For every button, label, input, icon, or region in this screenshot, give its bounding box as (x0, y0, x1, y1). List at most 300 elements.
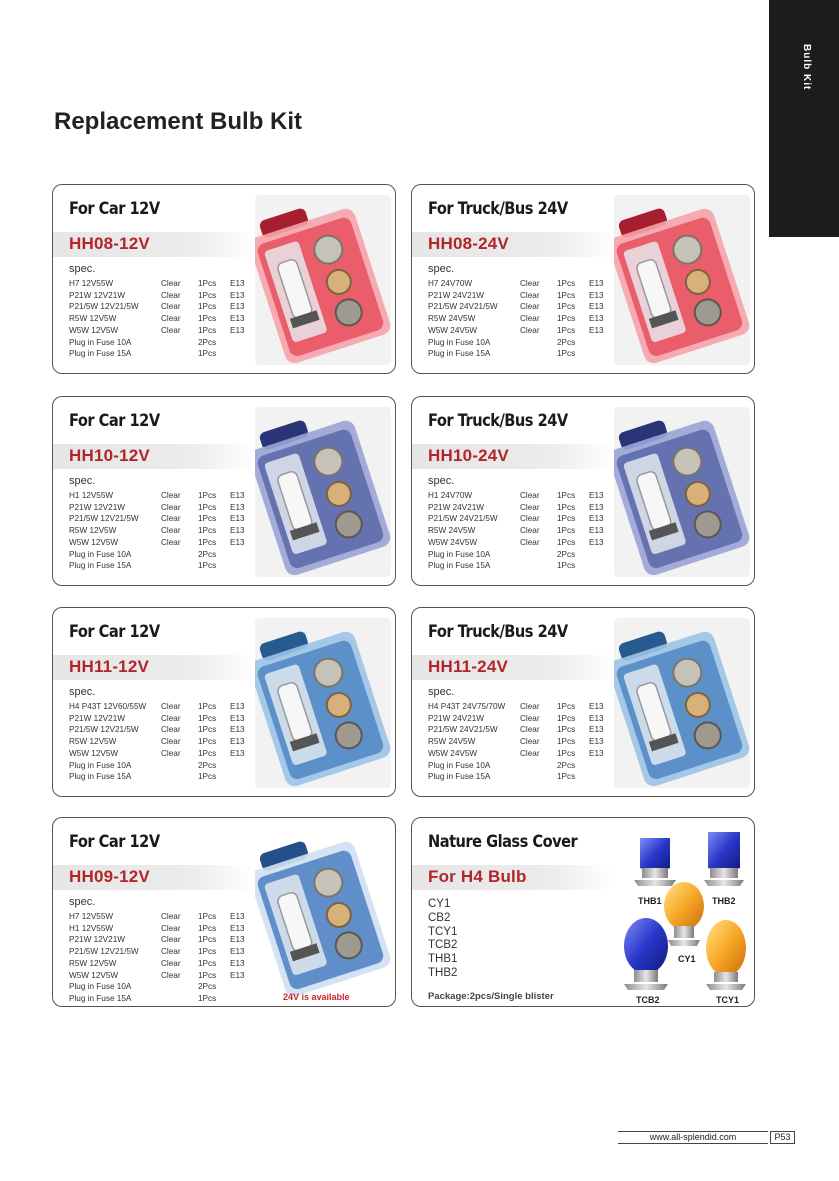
spec-qty: 1Pcs (557, 537, 576, 547)
spec-bulb: P21W 24V21W (428, 713, 484, 723)
spec-finish (520, 760, 557, 772)
spec-bulb: H1 12V55W (69, 923, 114, 933)
spec-approval: E13 (230, 537, 245, 547)
spec-finish (520, 337, 557, 349)
spec-finish: Clear (520, 502, 540, 512)
spec-qty: 2Pcs (198, 549, 217, 559)
spec-approval: E13 (230, 702, 245, 711)
spec-qty: 1Pcs (557, 349, 576, 359)
navy-bulb-kit-box-image (614, 407, 750, 577)
spec-approval: E13 (230, 912, 245, 921)
page-title: Replacement Bulb Kit (54, 108, 303, 135)
spec-label: spec. (69, 686, 96, 698)
spec-finish: Clear (520, 314, 540, 324)
spec-approval (230, 549, 250, 561)
spec-approval: E13 (589, 314, 604, 324)
spec-bulb: W5W 24V5W (428, 748, 478, 758)
spec-row (69, 724, 250, 736)
spec-bulb: P21W 12V21W (69, 935, 125, 945)
spec-approval: E13 (589, 702, 604, 711)
card-model: HH11-24V (428, 657, 509, 676)
spec-row (69, 923, 250, 935)
spec-approval: E13 (230, 923, 245, 933)
spec-qty: 1Pcs (557, 290, 576, 300)
label-tcb2: TCB2 (636, 995, 660, 1005)
spec-qty: 1Pcs (198, 958, 217, 968)
glass-covers-illustration (608, 822, 754, 1006)
spec-qty: 1Pcs (557, 502, 576, 512)
spec-approval: E13 (230, 725, 245, 735)
spec-qty: 2Pcs (557, 549, 576, 559)
cover-type-item: TCB2 (428, 939, 458, 952)
spec-finish: Clear (520, 737, 540, 747)
blue-bulb-kit-box-image (614, 618, 750, 788)
spec-bulb: W5W 12V5W (69, 537, 119, 547)
spec-bulb: Plug in Fuse 10A (69, 549, 132, 559)
spec-qty: 1Pcs (198, 923, 217, 933)
spec-finish: Clear (161, 526, 181, 536)
spec-row (428, 760, 609, 772)
label-cy1: CY1 (678, 954, 696, 964)
spec-row (428, 748, 609, 760)
spec-label: spec. (428, 475, 455, 487)
spec-qty: 1Pcs (557, 491, 576, 500)
spec-label: spec. (69, 475, 96, 487)
spec-table (428, 701, 609, 783)
spec-row (428, 313, 609, 325)
spec-qty: 1Pcs (557, 314, 576, 324)
spec-row (69, 301, 250, 313)
blue-bulb-kit-box-image (255, 618, 391, 788)
spec-approval: E13 (230, 737, 245, 747)
spec-approval (230, 560, 250, 572)
spec-approval: E13 (230, 748, 245, 758)
spec-approval: E13 (589, 514, 604, 524)
spec-row (69, 946, 250, 958)
spec-bulb: W5W 12V5W (69, 748, 119, 758)
spec-approval (589, 348, 609, 360)
spec-finish: Clear (161, 491, 181, 500)
product-card (52, 184, 396, 374)
spec-approval: E13 (589, 502, 604, 512)
card-model: HH08-12V (69, 234, 150, 253)
product-card (52, 817, 396, 1007)
spec-approval (230, 348, 250, 360)
spec-qty: 1Pcs (198, 325, 217, 335)
spec-row (69, 748, 250, 760)
spec-qty: 1Pcs (557, 725, 576, 735)
card-model: HH10-12V (69, 446, 150, 465)
spec-approval (589, 337, 609, 349)
product-card (52, 396, 396, 586)
spec-row (428, 513, 609, 525)
spec-row (69, 537, 250, 549)
spec-bulb: Plug in Fuse 10A (428, 549, 491, 559)
spec-finish: Clear (520, 725, 540, 735)
spec-approval: E13 (589, 737, 604, 747)
spec-finish: Clear (161, 970, 181, 980)
spec-bulb: W5W 24V5W (428, 325, 478, 335)
spec-bulb: W5W 24V5W (428, 537, 478, 547)
tcb2-bulb-icon (624, 918, 668, 990)
card-heading: For Truck/Bus 24V (428, 622, 568, 642)
spec-approval: E13 (230, 526, 245, 536)
spec-approval: E13 (230, 325, 245, 335)
spec-row (69, 911, 250, 923)
spec-finish: Clear (520, 713, 540, 723)
thb2-bulb-icon (704, 832, 744, 886)
spec-bulb: P21W 12V21W (69, 713, 125, 723)
spec-finish: Clear (161, 537, 181, 547)
spec-approval: E13 (589, 537, 604, 547)
spec-approval (589, 771, 609, 783)
spec-approval: E13 (589, 290, 604, 300)
spec-row (69, 502, 250, 514)
spec-finish: Clear (161, 935, 181, 945)
spec-row (69, 513, 250, 525)
spec-label: spec. (69, 263, 96, 275)
spec-finish (161, 760, 198, 772)
spec-bulb: H4 P43T 24V75/70W (428, 702, 506, 711)
spec-finish: Clear (161, 325, 181, 335)
spec-row (69, 525, 250, 537)
spec-approval (230, 981, 250, 993)
card-heading: For Car 12V (69, 411, 160, 431)
spec-approval: E13 (230, 302, 245, 312)
card-heading: Nature Glass Cover (428, 832, 578, 852)
cover-type-item: THB1 (428, 953, 458, 966)
page-number: P53 (770, 1131, 795, 1144)
spec-table (69, 701, 250, 783)
spec-bulb: H1 24V70W (428, 491, 473, 500)
spec-finish: Clear (161, 737, 181, 747)
card-model: HH09-12V (69, 867, 150, 886)
spec-finish: Clear (520, 702, 540, 711)
spec-approval (589, 760, 609, 772)
spec-row (428, 525, 609, 537)
red-bulb-kit-box-image (614, 195, 750, 365)
spec-row (428, 348, 609, 360)
red-bulb-kit-box-image (255, 195, 391, 365)
spec-approval: E13 (230, 713, 245, 723)
spec-row (428, 337, 609, 349)
spec-row (69, 760, 250, 772)
spec-qty: 1Pcs (198, 314, 217, 324)
spec-finish (161, 981, 198, 993)
spec-bulb: W5W 12V5W (69, 325, 119, 335)
spec-row (69, 490, 250, 502)
spec-bulb: H7 12V55W (69, 912, 114, 921)
spec-finish: Clear (520, 748, 540, 758)
spec-row (428, 325, 609, 337)
spec-finish: Clear (161, 279, 181, 288)
spec-approval: E13 (589, 526, 604, 536)
spec-bulb: R5W 24V5W (428, 314, 476, 324)
spec-approval: E13 (230, 502, 245, 512)
spec-bulb: P21/5W 12V21/5W (69, 514, 139, 524)
spec-bulb: R5W 12V5W (69, 526, 117, 536)
spec-approval: E13 (589, 302, 604, 312)
spec-table (69, 911, 250, 1005)
spec-row (428, 301, 609, 313)
spec-qty: 1Pcs (557, 772, 576, 782)
spec-approval: E13 (589, 725, 604, 735)
spec-finish (161, 348, 198, 360)
spec-qty: 2Pcs (198, 760, 217, 770)
spec-row (69, 313, 250, 325)
spec-bulb: Plug in Fuse 15A (428, 561, 491, 571)
spec-approval (230, 760, 250, 772)
spec-approval: E13 (230, 314, 245, 324)
spec-finish: Clear (161, 302, 181, 312)
card-heading: For Truck/Bus 24V (428, 199, 568, 219)
spec-approval (230, 337, 250, 349)
spec-row (69, 337, 250, 349)
spec-row (69, 993, 250, 1005)
footer-url: www.all-splendid.com (618, 1131, 768, 1144)
thb1-bulb-icon (634, 838, 676, 886)
spec-qty: 1Pcs (557, 737, 576, 747)
spec-bulb: Plug in Fuse 15A (69, 561, 132, 571)
spec-qty: 1Pcs (198, 993, 217, 1003)
spec-qty: 1Pcs (198, 725, 217, 735)
spec-row (69, 736, 250, 748)
spec-bulb: P21W 12V21W (69, 290, 125, 300)
spec-row (69, 549, 250, 561)
spec-row (428, 713, 609, 725)
package-note: Package:2pcs/Single blister (428, 991, 554, 1002)
card-model: HH10-24V (428, 446, 509, 465)
spec-bulb: H7 24V70W (428, 279, 473, 288)
spec-qty: 1Pcs (198, 561, 217, 571)
spec-qty: 1Pcs (198, 912, 217, 921)
spec-row (69, 771, 250, 783)
spec-qty: 2Pcs (557, 337, 576, 347)
spec-qty: 1Pcs (198, 947, 217, 957)
spec-qty: 1Pcs (557, 325, 576, 335)
spec-finish: Clear (520, 537, 540, 547)
card-heading: For Car 12V (69, 622, 160, 642)
spec-approval: E13 (230, 947, 245, 957)
spec-qty: 1Pcs (198, 502, 217, 512)
spec-qty: 1Pcs (198, 772, 217, 782)
spec-finish (161, 993, 198, 1005)
card-model: For H4 Bulb (428, 867, 527, 886)
spec-approval: E13 (230, 279, 245, 288)
spec-row (69, 934, 250, 946)
label-tcy1: TCY1 (716, 995, 740, 1005)
spec-approval: E13 (589, 279, 604, 288)
tcy1-bulb-icon (706, 920, 746, 990)
spec-row (428, 537, 609, 549)
glass-cover-card (411, 817, 755, 1007)
spec-bulb: Plug in Fuse 15A (69, 772, 132, 782)
spec-finish: Clear (161, 514, 181, 524)
spec-approval (589, 560, 609, 572)
spec-qty: 1Pcs (557, 702, 576, 711)
spec-row (69, 970, 250, 982)
spec-finish: Clear (161, 912, 181, 921)
card-model: HH11-12V (69, 657, 150, 676)
spec-bulb: Plug in Fuse 10A (428, 337, 491, 347)
spec-finish: Clear (161, 702, 181, 711)
spec-finish: Clear (161, 502, 181, 512)
spec-row (69, 560, 250, 572)
spec-qty: 1Pcs (557, 514, 576, 524)
cover-type-item: THB2 (428, 966, 458, 979)
spec-finish: Clear (520, 302, 540, 312)
spec-approval: E13 (230, 290, 245, 300)
spec-finish: Clear (520, 279, 540, 288)
spec-table (69, 490, 250, 572)
cover-type-item: TCY1 (428, 925, 458, 938)
spec-row (69, 348, 250, 360)
spec-row (69, 981, 250, 993)
spec-approval: E13 (589, 491, 604, 500)
card-heading: For Car 12V (69, 199, 160, 219)
spec-finish (520, 549, 557, 561)
spec-qty: 2Pcs (198, 337, 217, 347)
spec-bulb: Plug in Fuse 10A (69, 760, 132, 770)
spec-qty: 1Pcs (557, 561, 576, 571)
spec-row (428, 701, 609, 713)
spec-bulb: Plug in Fuse 15A (69, 349, 132, 359)
card-heading: For Truck/Bus 24V (428, 411, 568, 431)
spec-row (69, 701, 250, 713)
spec-table (69, 278, 250, 360)
spec-row (428, 502, 609, 514)
spec-finish (520, 771, 557, 783)
spec-finish: Clear (161, 725, 181, 735)
spec-finish: Clear (520, 325, 540, 335)
spec-qty: 1Pcs (198, 702, 217, 711)
spec-row (69, 958, 250, 970)
spec-bulb: P21/5W 12V21/5W (69, 302, 139, 312)
spec-row (69, 278, 250, 290)
spec-bulb: W5W 12V5W (69, 970, 119, 980)
spec-qty: 1Pcs (198, 537, 217, 547)
spec-qty: 1Pcs (198, 737, 217, 747)
spec-bulb: P21/5W 24V21/5W (428, 514, 498, 524)
spec-qty: 1Pcs (198, 302, 217, 312)
spec-finish (161, 549, 198, 561)
spec-bulb: R5W 12V5W (69, 958, 117, 968)
spec-finish: Clear (520, 526, 540, 536)
spec-approval (230, 993, 250, 1005)
spec-approval: E13 (230, 935, 245, 945)
spec-row (69, 325, 250, 337)
spec-bulb: R5W 24V5W (428, 737, 476, 747)
label-thb1: THB1 (638, 896, 662, 906)
product-card (411, 396, 755, 586)
spec-qty: 1Pcs (557, 713, 576, 723)
spec-qty: 1Pcs (198, 514, 217, 524)
spec-row (428, 549, 609, 561)
spec-row (428, 771, 609, 783)
spec-finish: Clear (161, 290, 181, 300)
spec-qty: 1Pcs (557, 526, 576, 536)
spec-finish: Clear (520, 290, 540, 300)
spec-table (428, 490, 609, 572)
spec-finish: Clear (520, 514, 540, 524)
spec-approval: E13 (589, 325, 604, 335)
spec-finish: Clear (161, 958, 181, 968)
spec-qty: 2Pcs (198, 982, 217, 992)
cover-type-item: CY1 (428, 898, 451, 910)
spec-bulb: P21W 24V21W (428, 502, 484, 512)
spec-qty: 1Pcs (198, 279, 217, 288)
spec-qty: 1Pcs (198, 491, 217, 500)
spec-approval: E13 (230, 491, 245, 500)
section-tab-label: Bulb Kit (801, 44, 812, 91)
spec-approval: E13 (589, 748, 604, 758)
product-card (52, 607, 396, 797)
spec-bulb: R5W 24V5W (428, 526, 476, 536)
spec-bulb: Plug in Fuse 10A (428, 760, 491, 770)
spec-qty: 1Pcs (198, 349, 217, 359)
spec-qty: 1Pcs (557, 302, 576, 312)
spec-finish (520, 348, 557, 360)
spec-bulb: H7 12V55W (69, 279, 114, 288)
label-thb2: THB2 (712, 896, 736, 906)
spec-row (69, 290, 250, 302)
spec-bulb: P21/5W 12V21/5W (69, 947, 139, 957)
spec-bulb: P21W 24V21W (428, 290, 484, 300)
spec-bulb: Plug in Fuse 15A (428, 349, 491, 359)
spec-row (69, 713, 250, 725)
spec-bulb: Plug in Fuse 10A (69, 337, 132, 347)
spec-finish: Clear (161, 923, 181, 933)
spec-row (428, 724, 609, 736)
navy-bulb-kit-box-image (255, 407, 391, 577)
spec-approval: E13 (230, 958, 245, 968)
spec-qty: 1Pcs (557, 279, 576, 288)
spec-label: spec. (69, 896, 96, 908)
spec-approval (230, 771, 250, 783)
clear-bulb-kit-box-image (255, 828, 391, 998)
spec-finish (520, 560, 557, 572)
spec-bulb: R5W 12V5W (69, 314, 117, 324)
spec-bulb: Plug in Fuse 15A (428, 772, 491, 782)
spec-row (428, 736, 609, 748)
spec-finish (161, 560, 198, 572)
spec-label: spec. (428, 686, 455, 698)
spec-row (428, 560, 609, 572)
spec-qty: 1Pcs (198, 526, 217, 536)
card-model: HH08-24V (428, 234, 509, 253)
spec-finish: Clear (161, 748, 181, 758)
spec-bulb: Plug in Fuse 15A (69, 993, 132, 1003)
spec-bulb: H1 12V55W (69, 491, 114, 500)
spec-row (428, 490, 609, 502)
spec-qty: 1Pcs (198, 935, 217, 945)
spec-label: spec. (428, 263, 455, 275)
product-card (411, 184, 755, 374)
spec-approval: E13 (230, 970, 245, 980)
spec-bulb: P21/5W 24V21/5W (428, 302, 498, 312)
spec-finish (161, 337, 198, 349)
cover-type-item: CB2 (428, 911, 451, 924)
spec-bulb: P21W 12V21W (69, 502, 125, 512)
availability-note: 24V is available (283, 992, 350, 1002)
spec-finish (161, 771, 198, 783)
spec-qty: 1Pcs (557, 748, 576, 758)
spec-qty: 1Pcs (198, 290, 217, 300)
product-card (411, 607, 755, 797)
spec-qty: 1Pcs (198, 748, 217, 758)
spec-finish: Clear (161, 314, 181, 324)
spec-qty: 1Pcs (198, 713, 217, 723)
